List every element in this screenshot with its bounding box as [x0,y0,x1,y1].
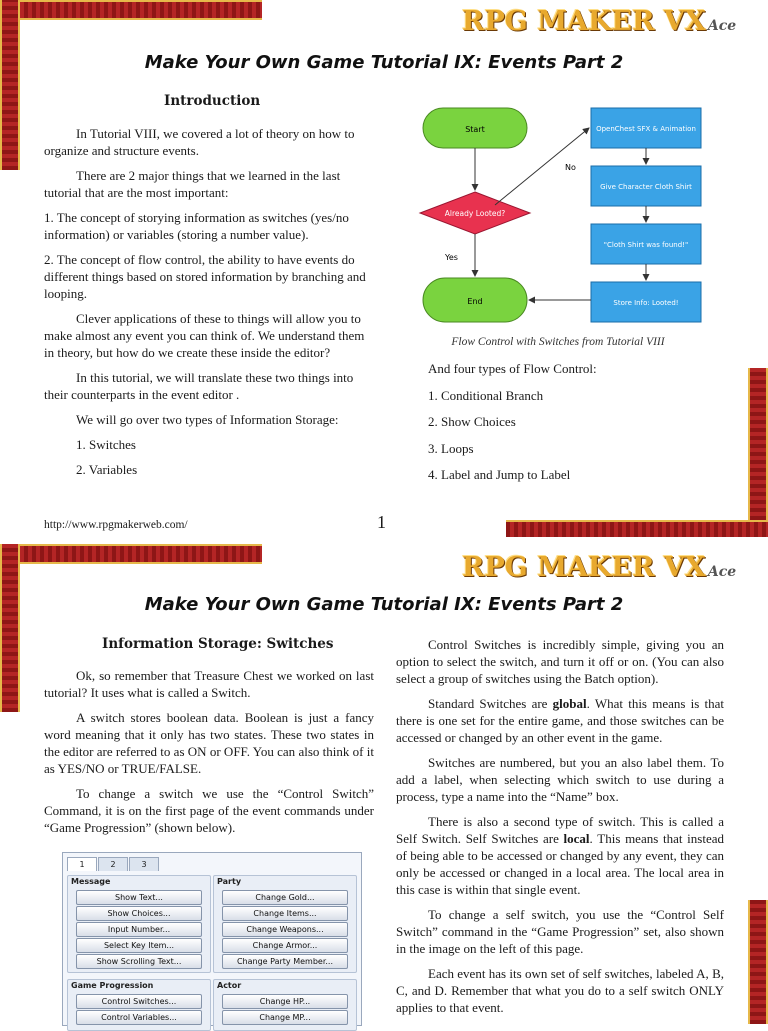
event-commands-panel [62,852,362,1026]
tab-bar [67,857,160,871]
list-item: 2. Show Choices [428,414,516,429]
page-number: 1 [377,512,386,532]
group-label: Actor [217,981,242,990]
start-label: Start [465,125,485,134]
show-text-button[interactable]: Show Text... [76,890,202,905]
rpg-maker-logo: RPG MAKER VX Ace [462,6,737,37]
paragraph: We will go over two types of Information Storage: [76,412,339,427]
group-label: Game Progression [71,981,154,990]
right-text-column [396,636,724,1024]
show-scrolling-text-button[interactable]: Show Scrolling Text... [76,954,202,969]
section-heading: Information Storage: Switches [102,636,334,652]
change-items-button[interactable]: Change Items... [222,906,348,921]
paragraph: Switches are numbered, but you an also label them. To add a label, when selecting which switch to use during a process, type a name into the “Name” box. [396,755,724,804]
change-weapons-button[interactable]: Change Weapons... [222,922,348,937]
change-party-member-button[interactable]: Change Party Member... [222,954,348,969]
change-mp-button[interactable]: Change MP... [222,1010,348,1025]
step-label: "Cloth Shirt was found!" [603,241,689,249]
party-group [213,875,357,973]
rpg-maker-logo: RPG MAKER VX Ace [462,552,737,583]
step-label: Give Character Cloth Shirt [600,183,692,191]
paragraph: Control Switches is incredibly simple, giving you an option to select the switch, and turn it off or on. (You can also select a group of switches using the Batch option). [396,637,724,686]
show-choices-button[interactable]: Show Choices... [76,906,202,921]
flowchart-diagram [415,100,705,330]
game-progression-group [67,979,211,1031]
no-label: No [565,163,576,172]
paragraph: Ok, so remember that Treasure Chest we worked on last tutorial? It uses what is called a Switch. [44,668,374,700]
list-item: 2. Variables [76,462,138,477]
list-item: 4. Label and Jump to Label [428,467,571,482]
figure-caption: Flow Control with Switches from Tutorial VIII [451,336,665,348]
message-group [67,875,211,973]
footer-url[interactable]: http://www.rpgmakerweb.com/ [44,519,188,531]
list-intro: And four types of Flow Control: [428,361,597,376]
step-label: Store Info: Looted! [613,299,679,307]
paragraph: 1. The concept of storying information as switches (yes/no information) or variables (storing a number value). [44,210,349,242]
control-switches-button[interactable]: Control Switches... [76,994,202,1009]
paragraph: 2. The concept of flow control, the ability to have events do different things based on stored information by branching and looping. [44,252,366,301]
change-hp-button[interactable]: Change HP... [222,994,348,1009]
end-label: End [467,297,483,306]
paragraph: A switch stores boolean data. Boolean is just a fancy word meaning that it only has two states. These two states in the editor are referred to as ON or OFF. You can also think of it as YES/NO or TRUE/FALSE. [44,710,374,776]
paragraph: In Tutorial VIII, we covered a lot of theory on how to organize and structure events. [44,126,355,158]
control-variables-button[interactable]: Control Variables... [76,1010,202,1025]
change-gold-button[interactable]: Change Gold... [222,890,348,905]
actor-group [213,979,357,1031]
group-label: Message [71,877,111,886]
paragraph: In this tutorial, we will translate these two things into their counterparts in the event editor . [44,370,354,402]
group-label: Party [217,877,242,886]
flow-control-list [428,360,597,493]
section-heading: Introduction [164,93,261,109]
list-item: 1. Switches [76,437,136,452]
page-title: Make Your Own Game Tutorial IX: Events Part 2 [144,52,624,73]
change-armor-button[interactable]: Change Armor... [222,938,348,953]
paragraph: There are 2 major things that we learned in the last tutorial that are the most important: [44,168,341,200]
select-key-item-button[interactable]: Select Key Item... [76,938,202,953]
list-item: 1. Conditional Branch [428,387,544,403]
paragraph: To change a self switch, you use the “Control Self Switch” command in the “Game Progression” set, also shown in the image on the left of this page. [396,907,724,956]
list-item: 3. Loops [428,440,474,456]
tab-3[interactable]: 3 [129,857,159,871]
tab-2[interactable]: 2 [98,857,128,871]
input-number-button[interactable]: Input Number... [76,922,202,937]
page-title: Make Your Own Game Tutorial IX: Events Part 2 [144,594,624,615]
paragraph: Each event has its own set of self switches, labeled A, B, C, and D. Remember that what you do to a self switch ONLY applies to that event. [396,966,724,1015]
yes-label: Yes [445,253,458,262]
step-label: OpenChest SFX & Animation [596,125,696,133]
intro-text-column [44,125,374,486]
paragraph: To change a switch we use the “Control Switch” Command, it is on the first page of the event commands under “Game Progression” (shown below). [44,786,374,835]
paragraph: Standard Switches are global. What this means is that there is one set for the entire game, and those switches can be accessed or changed by an other event in the game. [396,696,724,745]
tab-1[interactable]: 1 [67,857,97,871]
left-text-column [44,667,374,844]
paragraph: Clever applications of these to things will allow you to make almost any event you can think of. We understand them in theory, but how do we create these inside the editor? [44,311,365,360]
decision-label: Already Looted? [444,209,506,218]
paragraph: There is also a second type of switch. This is called a Self Switch. Self Switches are local. This means that instead of being able to be accessed or changed by any event, they can only be accessed or changed in a local area. The local area in this case is within that single event. [396,814,724,897]
